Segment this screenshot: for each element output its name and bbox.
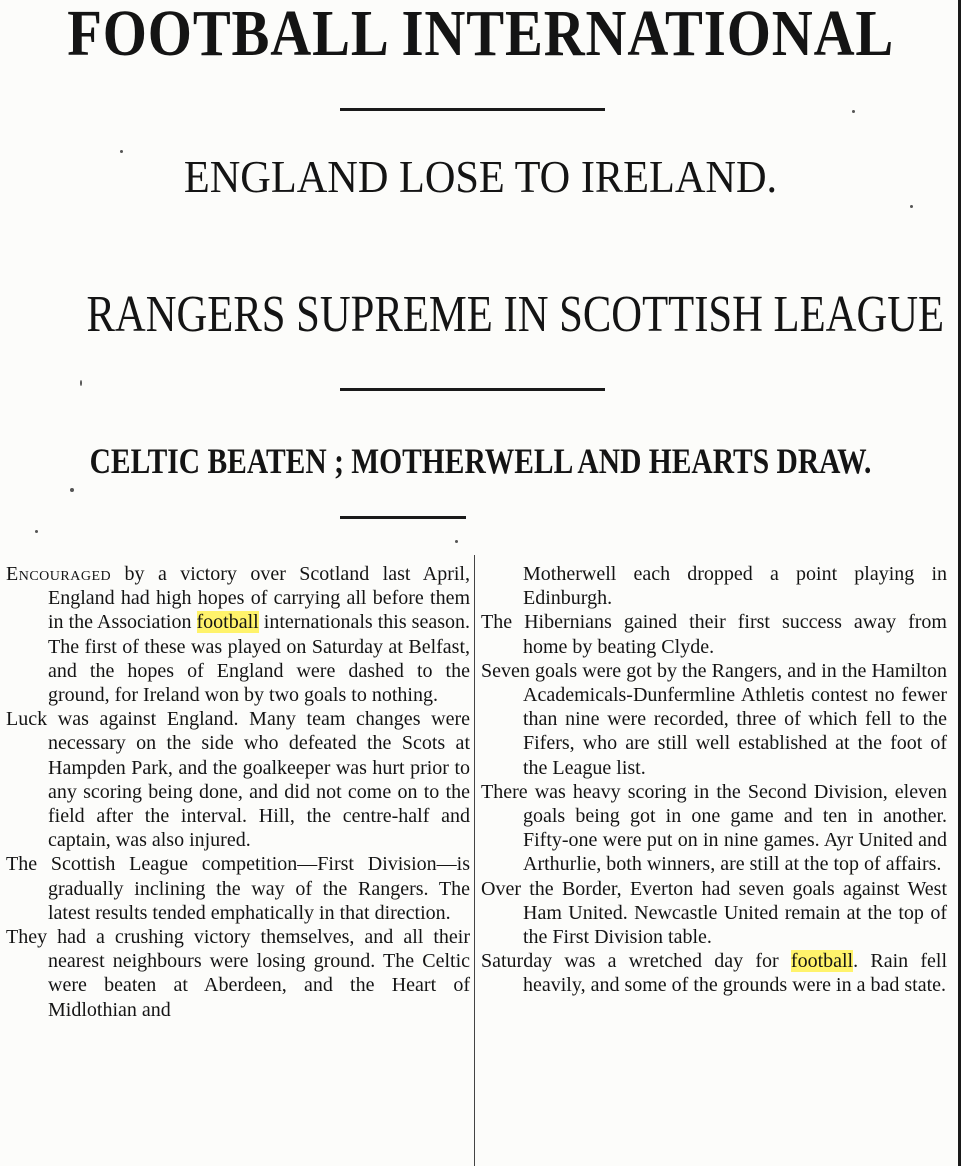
search-highlight: football [196, 611, 259, 634]
article-paragraph: The Scottish League competition—First Division—is gradually inclining the way of the Rangers. The latest results tended emphatically in that direction. [6, 853, 470, 924]
article-paragraph [6, 562, 470, 707]
article-paragraph: Luck was against England. Many team changes were necessary on the side who defeated the Scots at Hampden Park, and the goalkeeper was hurt prior to any scoring being done, and did not come on to the field after the interval. Hill, the centre-half and captain, was also injured. [6, 708, 470, 852]
main-headline: FOOTBALL INTERNATIONAL [67, 0, 895, 70]
scan-speck [35, 530, 38, 533]
headline-rule-2 [340, 388, 605, 391]
paragraph-text: internationals this season. The first of these was played on Saturday at Belfast, and the hopes of England were dashed to the ground, for Ireland won by two goals to nothing. [48, 611, 470, 707]
scan-speck [455, 540, 458, 543]
sub-headline-rangers: RANGERS SUPREME IN SCOTTISH LEAGUE [86, 286, 945, 343]
headline-rule-3 [340, 516, 466, 519]
article-paragraph: Seven goals were got by the Rangers, and in the Hamilton Academicals-Dunfermline Athletis contest no fewer than nine were recorded, three of which fell to the Fifers, who are still well established at the foot of the League list. [481, 659, 947, 779]
article-paragraph: Over the Border, Everton had seven goals against West Ham United. Newcastle United remain at the top of the First Division table. [481, 877, 947, 949]
scan-speck [910, 205, 913, 208]
left-column [6, 562, 470, 1022]
article-paragraph [481, 949, 947, 997]
search-highlight: football [790, 950, 854, 973]
scan-speck [70, 488, 74, 492]
sub-headline-celtic: CELTIC BEATEN ; MOTHERWELL AND HEARTS DRAW. [89, 441, 872, 481]
paragraph-text: Saturday was a wretched day for [481, 950, 791, 973]
article-paragraph: The Hibernians gained their first success away from home by beating Clyde. [481, 611, 947, 658]
scan-speck [120, 150, 123, 153]
headline-rule-1 [340, 108, 605, 111]
paragraph-text: by a victory over Scotland last April, England had high hopes of carrying all before them in the Association [48, 563, 470, 634]
paragraph-text: . Rain fell heavily, and some of the grounds were in a bad state. [523, 950, 947, 997]
right-column [481, 562, 947, 998]
article-paragraph: Motherwell each dropped a point playing in Edinburgh. [523, 563, 947, 610]
article-paragraph: There was heavy scoring in the Second Division, eleven goals being got in one game and ten in another. Fifty-one were put on in nine games. Ayr United and Arthurlie, both winners, are still at the top of affairs. [481, 780, 947, 876]
lead-word: Encouraged [6, 563, 112, 585]
sub-headline-england: ENGLAND LOSE TO IRELAND. [183, 151, 778, 202]
column-separator [474, 555, 475, 1166]
scan-speck [80, 380, 82, 386]
article-paragraph: They had a crushing victory themselves, and all their nearest neighbours were losing ground. The Celtic were beaten at Aberdeen, and the Heart of Midlothian and [6, 926, 470, 1021]
scan-speck [852, 110, 855, 113]
